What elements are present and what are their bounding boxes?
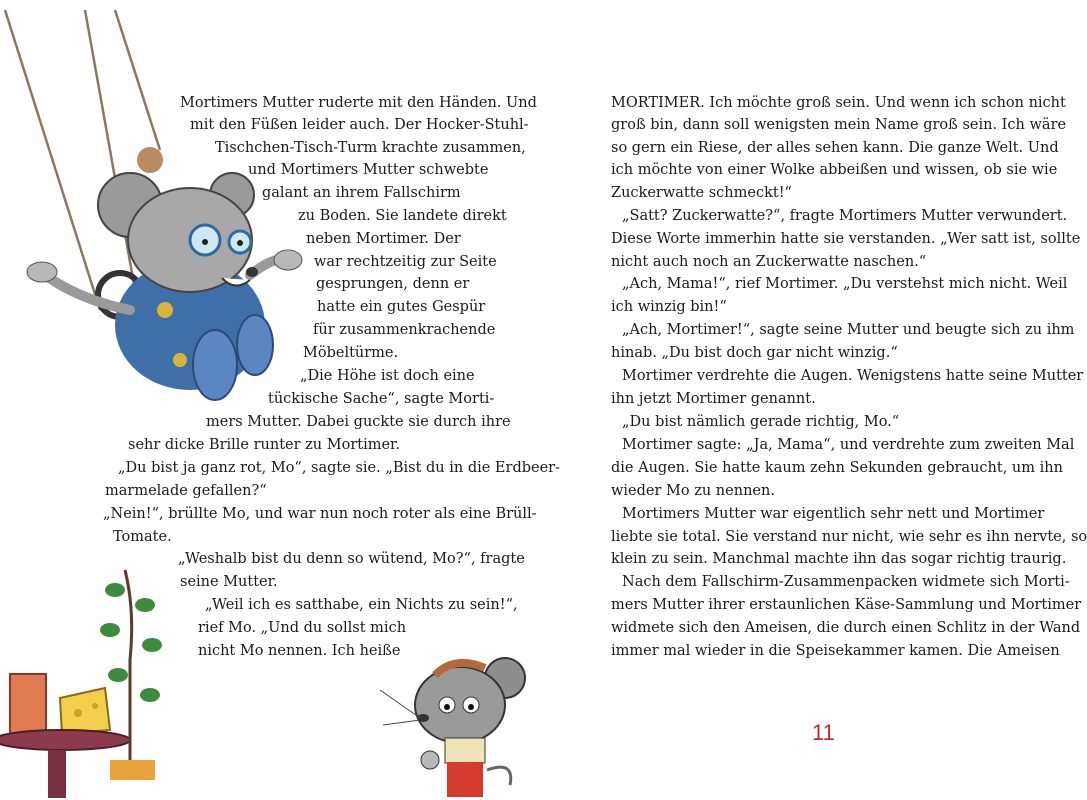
text-line: die Augen. Sie hatte kaum zehn Sekunden gebraucht, um ihn	[611, 460, 1063, 476]
text-line: für zusammenkrachende	[313, 322, 496, 338]
text-line: gesprungen, denn er	[316, 276, 470, 292]
text-line: war rechtzeitig zur Seite	[314, 254, 497, 270]
text-line: zu Boden. Sie landete direkt	[298, 208, 507, 224]
text-line: nicht auch noch an Zuckerwatte naschen.“	[611, 254, 927, 270]
text-line: ich winzig bin!“	[611, 299, 727, 315]
text-line: „Die Höhe ist doch eine	[300, 368, 475, 384]
text-line: mit den Füßen leider auch. Der Hocker-Stuhl-	[190, 117, 529, 133]
text-line: „Weil ich es satthabe, ein Nichts zu sein!“,	[205, 597, 518, 613]
text-line: „Satt? Zuckerwatte?“, fragte Mortimers Mutter verwundert.	[622, 208, 1068, 224]
mother-mouse-parachute-illustration	[0, 10, 310, 430]
text-line: rief Mo. „Und du sollst mich	[198, 620, 407, 636]
page-number: 11	[812, 720, 835, 745]
text-line: mers Mutter ihrer erstaunlichen Käse-Sammlung und Mortimer	[611, 597, 1082, 613]
text-line: Diese Worte immerhin hatte sie verstanden. „Wer satt ist, sollte	[611, 231, 1081, 247]
text-line: nicht Mo nennen. Ich heiße	[198, 643, 401, 659]
text-line: hatte ein gutes Gespür	[317, 299, 486, 315]
text-line: „Du bist nämlich gerade richtig, Mo.“	[622, 414, 900, 430]
text-line: seine Mutter.	[180, 574, 278, 590]
text-line: marmelade gefallen?“	[105, 483, 267, 499]
plant-illustration	[100, 570, 170, 780]
text-line: immer mal wieder in die Speisekammer kamen. Die Ameisen	[611, 643, 1060, 659]
text-line: „Du bist ja ganz rot, Mo“, sagte sie. „Bist du in die Erdbeer-	[118, 460, 561, 476]
mortimer-mouse-illustration	[375, 650, 545, 800]
text-line: wieder Mo zu nennen.	[611, 483, 775, 499]
text-line: Mortimer verdrehte die Augen. Wenigstens hatte seine Mutter	[622, 368, 1084, 384]
text-line: ich möchte von einer Wolke abbeißen und wissen, ob sie wie	[611, 162, 1058, 178]
text-line: groß bin, dann soll wenigsten mein Name groß sein. Ich wäre	[611, 117, 1067, 133]
text-line: so gern ein Riese, der alles sehen kann. Die ganze Welt. Und	[611, 140, 1059, 156]
text-line: „Weshalb bist du denn so wütend, Mo?“, fragte	[178, 551, 525, 567]
text-line: Zuckerwatte schmeckt!“	[611, 185, 792, 201]
text-line: Mortimers Mutter ruderte mit den Händen. Und	[180, 95, 537, 111]
text-line: mers Mutter. Dabei guckte sie durch ihre	[206, 414, 511, 430]
text-line: Nach dem Fallschirm-Zusammenpacken widmete sich Morti-	[622, 574, 1070, 590]
text-line: liebte sie total. Sie verstand nur nicht, wie sehr es ihn nervte, so	[611, 529, 1087, 545]
text-line: „Ach, Mortimer!“, sagte seine Mutter und beugte sich zu ihm	[622, 322, 1075, 338]
text-line: widmete sich den Ameisen, die durch einen Schlitz in der Wand	[611, 620, 1081, 636]
text-line: sehr dicke Brille runter zu Mortimer.	[128, 437, 401, 453]
text-line: Tischchen-Tisch-Turm krachte zusammen,	[215, 140, 526, 156]
text-line: Möbeltürme.	[303, 345, 399, 361]
text-line: „Ach, Mama!“, rief Mortimer. „Du verstehst mich nicht. Weil	[622, 276, 1068, 292]
text-line: klein zu sein. Manchmal machte ihn das sogar richtig traurig.	[611, 551, 1067, 567]
text-line: und Mortimers Mutter schwebte	[248, 162, 489, 178]
text-line: galant an ihrem Fallschirm	[262, 185, 461, 201]
text-line: Mortimers Mutter war eigentlich sehr nett und Mortimer	[622, 506, 1045, 522]
text-line: MORTIMER. Ich möchte groß sein. Und wenn ich schon nicht	[611, 95, 1066, 111]
text-line: Tomate.	[113, 529, 172, 545]
text-line: tückische Sache“, sagte Morti-	[268, 391, 495, 407]
text-line: hinab. „Du bist doch gar nicht winzig.“	[611, 345, 898, 361]
text-line: „Nein!“, brüllte Mo, und war nun noch roter als eine Brüll-	[103, 506, 537, 522]
text-line: Mortimer sagte: „Ja, Mama“, und verdrehte zum zweiten Mal	[622, 437, 1075, 453]
text-line: ihn jetzt Mortimer genannt.	[611, 391, 816, 407]
text-line: neben Mortimer. Der	[306, 231, 461, 247]
